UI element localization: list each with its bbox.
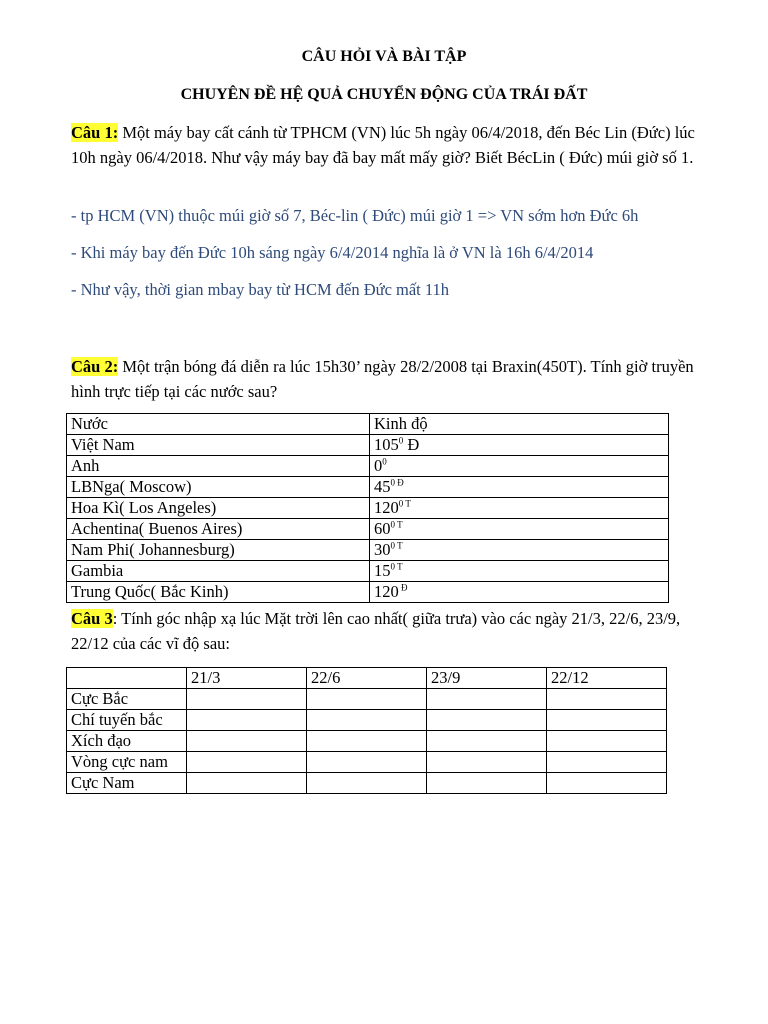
- empty-cell: [187, 689, 307, 710]
- header-country: Nước: [67, 414, 370, 435]
- longitude-cell: $0^0$: [370, 456, 669, 477]
- table-row: [67, 561, 669, 582]
- empty-cell: [187, 710, 307, 731]
- empty-cell: [427, 773, 547, 794]
- table-row: [67, 519, 669, 540]
- latitude-cell: Xích đạo: [67, 731, 187, 752]
- empty-cell: [187, 773, 307, 794]
- empty-cell: [307, 773, 427, 794]
- table-row: [67, 689, 667, 710]
- sub-title: CHUYÊN ĐỀ HỆ QUẢ CHUYỂN ĐỘNG CỦA TRÁI ĐẤT: [180, 86, 588, 103]
- table-header-row: [67, 414, 669, 435]
- country-cell: Anh: [67, 456, 370, 477]
- empty-cell: [547, 752, 667, 773]
- question-1-answer-2: - Khi máy bay đến Đức 10h sáng ngày 6/4/2014 nghĩa là ở VN là 16h 6/4/2014: [71, 243, 594, 262]
- longitude-cell: $30^{0 T}$: [370, 540, 669, 561]
- empty-cell: [307, 752, 427, 773]
- header-blank: [67, 668, 187, 689]
- empty-cell: [307, 710, 427, 731]
- table-row: [67, 540, 669, 561]
- question-1-answer-3: - Như vậy, thời gian mbay bay từ HCM đến Đức mất 11h: [71, 280, 450, 299]
- table-row: [67, 498, 669, 519]
- country-cell: Việt Nam: [67, 435, 370, 456]
- table-row: [67, 456, 669, 477]
- empty-cell: [547, 773, 667, 794]
- empty-cell: [427, 731, 547, 752]
- country-cell: Trung Quốc( Bắc Kinh): [67, 582, 370, 603]
- longitude-cell: $45^{0 Đ}$: [370, 477, 669, 498]
- empty-cell: [307, 689, 427, 710]
- latitude-cell: Cực Bắc: [67, 689, 187, 710]
- table-header-row: [67, 668, 667, 689]
- empty-cell: [187, 731, 307, 752]
- latitude-cell: Cực Nam: [67, 773, 187, 794]
- country-cell: Gambia: [67, 561, 370, 582]
- empty-cell: [307, 731, 427, 752]
- question-3-text: : Tính góc nhập xạ lúc Mặt trời lên cao nhất( giữa trưa) vào các ngày 21/3, 22/6, 23/9, 22/12 của các vĩ độ sau:: [71, 609, 681, 653]
- question-1-answer-1: - tp HCM (VN) thuộc múi giờ số 7, Béc-lin ( Đức) múi giờ 1 => VN sớm hơn Đức 6h: [71, 206, 639, 225]
- empty-cell: [427, 710, 547, 731]
- table-row: [67, 710, 667, 731]
- header-longitude: Kinh độ: [370, 414, 669, 435]
- table-row: [67, 477, 669, 498]
- table-row: [67, 731, 667, 752]
- empty-cell: [547, 731, 667, 752]
- header-date: 23/9: [427, 668, 547, 689]
- table-row: [67, 435, 669, 456]
- country-cell: LBNga( Moscow): [67, 477, 370, 498]
- header-date: 22/12: [547, 668, 667, 689]
- empty-cell: [547, 710, 667, 731]
- empty-cell: [427, 752, 547, 773]
- question-2: [71, 354, 701, 404]
- header-date: 21/3: [187, 668, 307, 689]
- longitude-cell: $15^{0 T}$: [370, 561, 669, 582]
- table-row: [67, 773, 667, 794]
- main-title: CÂU HỎI VÀ BÀI TẬP: [301, 48, 467, 65]
- latitude-table: [66, 667, 667, 794]
- question-3-label: Câu 3: [71, 609, 113, 628]
- table-row: [67, 752, 667, 773]
- country-cell: Achentina( Buenos Aires): [67, 519, 370, 540]
- latitude-cell: Chí tuyến bắc: [67, 710, 187, 731]
- longitude-cell: $120^{0 T}$: [370, 498, 669, 519]
- question-1-text: Một máy bay cất cánh từ TPHCM (VN) lúc 5h ngày 06/4/2018, đến Béc Lin (Đức) lúc 10h ngày 06/4/2018. Như vậy máy bay đã bay mất mấy giờ? Biết BécLin ( Đức) múi giờ số 1.: [71, 123, 695, 167]
- latitude-cell: Vòng cực nam: [67, 752, 187, 773]
- longitude-table: [66, 413, 669, 603]
- empty-cell: [547, 689, 667, 710]
- empty-cell: [427, 689, 547, 710]
- question-1-label: Câu 1:: [71, 123, 119, 142]
- longitude-cell: $105^0$ Đ: [370, 435, 669, 456]
- longitude-cell: $60^{0 T}$: [370, 519, 669, 540]
- country-cell: Hoa Kì( Los Angeles): [67, 498, 370, 519]
- country-cell: Nam Phi( Johannesburg): [67, 540, 370, 561]
- table-row: [67, 582, 669, 603]
- question-3: [71, 606, 701, 656]
- longitude-cell: 120 $^Đ$: [370, 582, 669, 603]
- question-2-text: Một trận bóng đá diễn ra lúc 15h30’ ngày 28/2/2008 tại Braxin(450T). Tính giờ truyền hình trực tiếp tại các nước sau?: [71, 357, 694, 401]
- question-2-label: Câu 2:: [71, 357, 119, 376]
- question-1: [71, 120, 701, 170]
- header-date: 22/6: [307, 668, 427, 689]
- empty-cell: [187, 752, 307, 773]
